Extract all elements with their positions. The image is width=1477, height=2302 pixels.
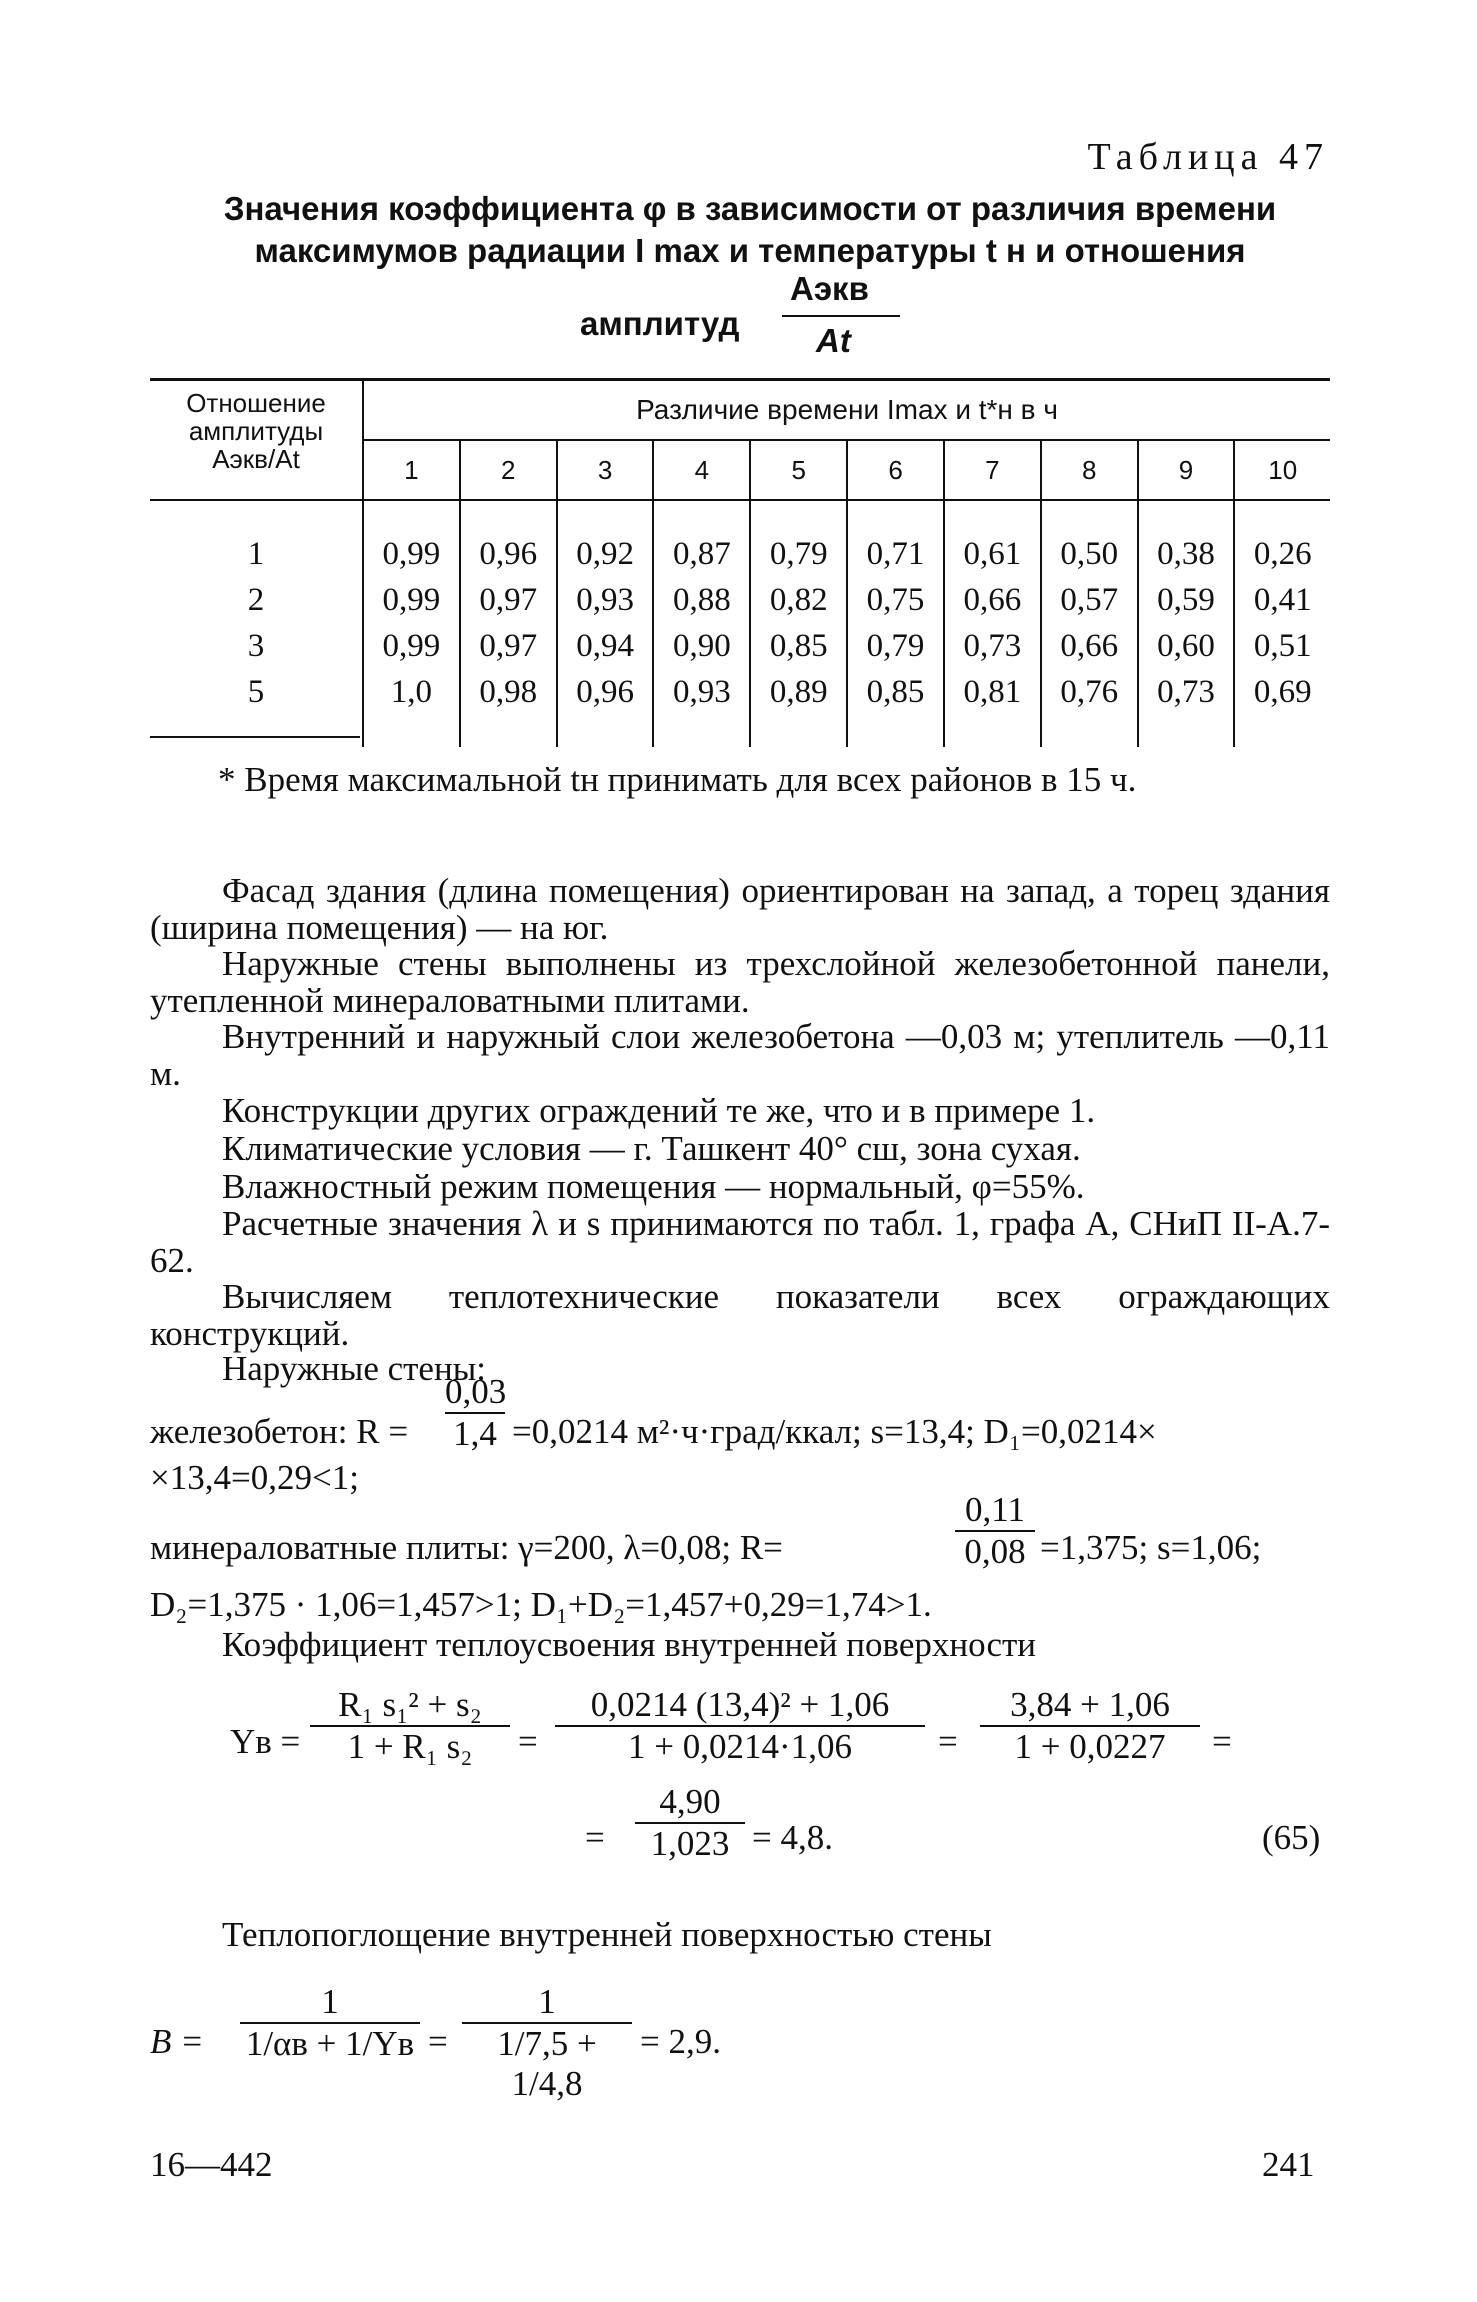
b-fraction-2 [462,1982,632,2104]
ratio-cell: 2 [247,581,265,618]
value-cell: 0,41 [1234,577,1330,623]
column-header: 5 [750,440,847,500]
yv-eq-2: = [938,1722,958,1761]
value-cell: 0,51 [1234,623,1330,669]
value-cell: 0,79 [750,500,847,577]
title-frac-numerator: Aэкв [790,270,869,307]
title-fraction [560,270,940,380]
value-cell: 0,94 [557,623,654,669]
value-cell: 0,59 [1138,577,1235,623]
table-title [150,188,1350,272]
value-cell: 0,69 [1234,669,1330,747]
value-cell: 0,93 [557,577,654,623]
value-cell: 0,79 [847,623,944,669]
table-body [150,500,1330,747]
value-cell: 0,96 [460,500,557,577]
paragraph-5: Климатические условия — г. Ташкент 40° сш, зона сухая. [222,1129,1081,1168]
column-header: 3 [557,440,654,500]
signature-mark: 16—442 [150,2145,273,2184]
b-label: B = [150,2022,204,2061]
d2-line: D₂=1,375 · 1,06=1,457>1; D₁+D₂=1,457+0,29=1,74>1. [150,1585,932,1624]
table-row [150,577,1330,623]
value-cell: 0,99 [363,500,460,577]
group-header: Различие времени Imax и t*н в ч [363,380,1330,441]
equation-number: (65) [1262,1818,1321,1857]
yv-f3-numerator: 3,84 + 1,06 [1010,1685,1170,1724]
value-cell: 0,50 [1041,500,1138,577]
paragraph-7: Расчетные значения λ и s принимаются по табл. 1, графа А, СНиП II-А.7-62. [150,1204,1330,1280]
footnote-rule [150,736,360,738]
title-frac-denominator: At [816,322,851,359]
paragraph-6: Влажностный режим помещения — нормальный, φ=55%. [222,1167,1085,1206]
mw-rest: =1,375; s=1,06; [1040,1528,1262,1567]
value-cell: 0,73 [1138,669,1235,747]
yv-fraction-3 [980,1685,1200,1767]
value-cell: 0,85 [847,669,944,747]
column-header: 10 [1234,440,1330,500]
paragraph-4: Конструкции других ограждений те же, что и в примере 1. [222,1091,1096,1130]
value-cell: 0,26 [1234,500,1330,577]
b-f1-numerator: 1 [321,1982,339,2021]
ratio-cell: 5 [247,673,265,710]
yv-f4-denominator: 1,023 [635,1822,745,1864]
yv-eq-3: = [1212,1722,1232,1761]
yv-fraction-4 [635,1782,745,1864]
yv-f2-denominator: 1 + 0,0214·1,06 [555,1725,925,1767]
table-row [150,500,1330,577]
yv-label: Yв = [230,1722,301,1761]
table-label: Таблица 47 [1087,136,1329,178]
value-cell: 0,57 [1041,577,1138,623]
value-cell: 0,89 [750,669,847,747]
title-line-1: Значения коэффициента φ в зависимости от различия времени [223,190,1277,227]
column-header: 2 [460,440,557,500]
value-cell: 0,98 [460,669,557,747]
column-header: 4 [653,440,750,500]
rc-rest: =0,0214 м²·ч·град/ккал; s=13,4; D₁=0,0214× [512,1412,1157,1451]
value-cell: 0,99 [363,623,460,669]
left-header: Отношение амплитуды Aэкв/At [150,380,363,501]
page-number: 241 [1262,2145,1315,2184]
coef-line: Коэффициент теплоусвоения внутренней поверхности [222,1625,1037,1664]
value-cell: 0,66 [1041,623,1138,669]
value-cell: 0,82 [750,577,847,623]
value-cell: 0,73 [944,623,1041,669]
mw-fraction [955,1490,1035,1572]
yv-f3-denominator: 1 + 0,0227 [980,1725,1200,1767]
rc-line-2: ×13,4=0,29<1; [150,1458,359,1497]
value-cell: 0,87 [653,500,750,577]
rc-fraction [445,1372,505,1454]
yv-result: = 4,8. [752,1818,833,1857]
value-cell: 0,71 [847,500,944,577]
value-cell: 0,93 [653,669,750,747]
value-cell: 0,81 [944,669,1041,747]
ratio-cell: 3 [247,627,265,664]
yv-f4-numerator: 4,90 [659,1782,721,1821]
value-cell: 0,97 [460,623,557,669]
column-header: 9 [1138,440,1235,500]
b-eq: = [428,2022,448,2061]
column-header: 7 [944,440,1041,500]
mw-label: минераловатные плиты: γ=200, λ=0,08; R= [150,1528,783,1567]
value-cell: 0,61 [944,500,1041,577]
b-f2-denominator: 1/7,5 + 1/4,8 [462,2022,632,2104]
column-header: 1 [363,440,460,500]
absorb-line: Теплопоглощение внутренней поверхностью стены [222,1915,992,1954]
mw-numerator: 0,11 [965,1490,1025,1529]
rc-denominator: 1,4 [445,1412,505,1454]
title-frac-bar [782,315,900,317]
yv-f2-numerator: 0,0214 (13,4)² + 1,06 [590,1685,890,1724]
table-row [150,623,1330,669]
value-cell: 0,76 [1041,669,1138,747]
value-cell: 0,66 [944,577,1041,623]
value-cell: 0,75 [847,577,944,623]
yv-fraction-1 [310,1685,510,1767]
value-cell: 0,60 [1138,623,1235,669]
value-cell: 0,85 [750,623,847,669]
value-cell: 0,92 [557,500,654,577]
yv-eq-4: = [585,1818,605,1857]
paragraph-2: Наружные стены выполнены из трехслойной железобетонной панели, утепленной минераловатными плитами. [150,944,1330,1020]
mw-denominator: 0,08 [955,1530,1035,1572]
column-header: 6 [847,440,944,500]
value-cell: 1,0 [363,669,460,747]
yv-f1-numerator: R₁ s₁² + s₂ [338,1685,482,1724]
b-f1-denominator: 1/αв + 1/Yв [240,2022,420,2064]
paragraph-1: Фасад здания (длина помещения) ориентирован на запад, а торец здания (ширина помещения) — на юг. [150,871,1330,947]
value-cell: 0,96 [557,669,654,747]
b-f2-numerator: 1 [538,1982,556,2021]
column-header: 8 [1041,440,1138,500]
value-cell: 0,99 [363,577,460,623]
paragraph-9: Наружные стены: [222,1349,486,1388]
ratio-cell: 1 [247,535,265,572]
coefficient-table [150,378,1330,747]
rc-label: железобетон: R = [150,1412,409,1451]
footnote: * Время максимальной tн принимать для всех районов в 15 ч. [218,760,1137,799]
value-cell: 0,97 [460,577,557,623]
paragraph-3: Внутренний и наружный слои железобетона —0,03 м; утеплитель —0,11 м. [150,1017,1330,1093]
yv-eq-1: = [518,1722,538,1761]
value-cell: 0,88 [653,577,750,623]
title-line-2: максимумов радиации I max и температуры t н и отношения [254,232,1246,269]
title-frac-word: амплитуд [580,305,740,342]
b-result: = 2,9. [640,2022,721,2061]
yv-f1-denominator: 1 + R₁ s₂ [310,1725,510,1767]
yv-fraction-2 [555,1685,925,1767]
paragraph-8: Вычисляем теплотехнические показатели всех ограждающих конструкций. [150,1277,1330,1353]
value-cell: 0,90 [653,623,750,669]
b-fraction-1 [240,1982,420,2064]
value-cell: 0,38 [1138,500,1235,577]
rc-numerator: 0,03 [445,1372,507,1411]
